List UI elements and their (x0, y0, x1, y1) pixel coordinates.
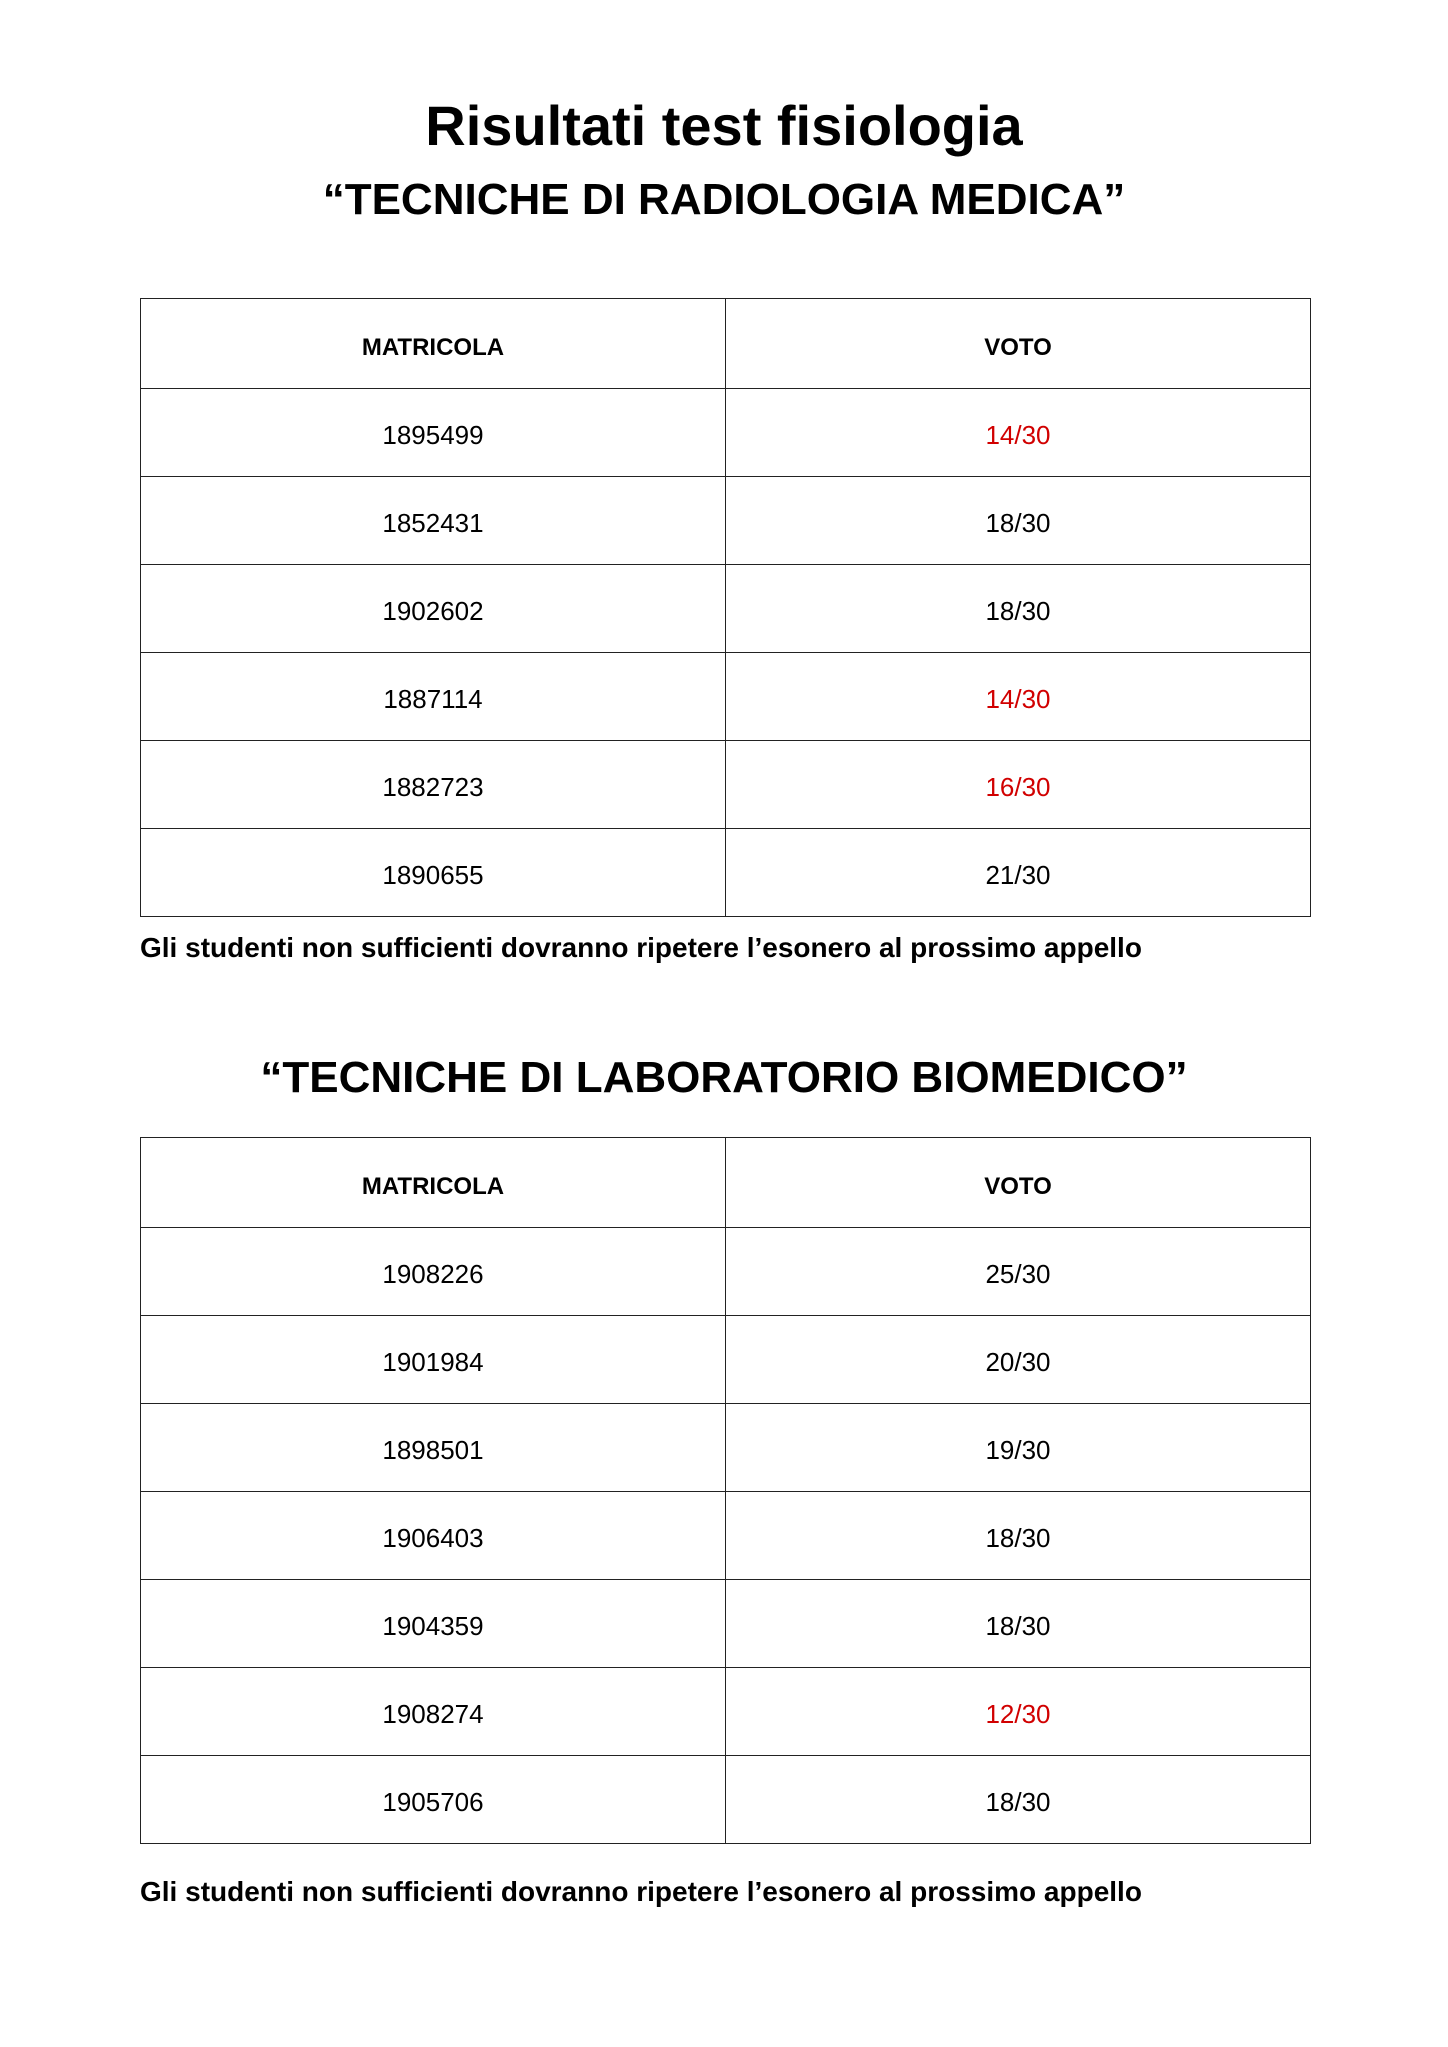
results-table-radiologia (140, 298, 1311, 917)
table-row (141, 389, 1311, 477)
matricola-cell: 1904359 (141, 1580, 726, 1668)
voto-cell: 16/30 (726, 741, 1311, 829)
matricola-cell: 1852431 (141, 477, 726, 565)
table-row (141, 477, 1311, 565)
table-header-row (141, 299, 1311, 389)
section-heading-laboratorio: “TECNICHE DI LABORATORIO BIOMEDICO” (260, 1053, 1188, 1102)
matricola-cell: 1901984 (141, 1316, 726, 1404)
column-header-matricola: MATRICOLA (141, 299, 726, 389)
insufficient-students-note: Gli studenti non sufficienti dovranno ripetere l’esonero al prossimo appello (140, 932, 1142, 963)
table-row (141, 829, 1311, 917)
voto-cell: 12/30 (726, 1668, 1311, 1756)
table-row (141, 1492, 1311, 1580)
table-row (141, 653, 1311, 741)
table-row (141, 1580, 1311, 1668)
table-row (141, 1668, 1311, 1756)
matricola-cell: 1895499 (141, 389, 726, 477)
matricola-cell: 1890655 (141, 829, 726, 917)
table-row (141, 1404, 1311, 1492)
matricola-cell: 1908226 (141, 1228, 726, 1316)
table-row (141, 565, 1311, 653)
voto-cell: 25/30 (726, 1228, 1311, 1316)
table-row (141, 1316, 1311, 1404)
matricola-cell: 1887114 (141, 653, 726, 741)
voto-cell: 18/30 (726, 565, 1311, 653)
voto-cell: 18/30 (726, 1492, 1311, 1580)
voto-cell: 19/30 (726, 1404, 1311, 1492)
section-heading-radiologia: “TECNICHE DI RADIOLOGIA MEDICA” (322, 175, 1126, 224)
voto-cell: 14/30 (726, 653, 1311, 741)
voto-cell: 14/30 (726, 389, 1311, 477)
column-header-voto: VOTO (726, 1138, 1311, 1228)
voto-cell: 21/30 (726, 829, 1311, 917)
voto-cell: 18/30 (726, 1580, 1311, 1668)
table-row (141, 741, 1311, 829)
results-table-laboratorio (140, 1137, 1311, 1844)
matricola-cell: 1908274 (141, 1668, 726, 1756)
page-title: Risultati test fisiologia (425, 94, 1023, 157)
table-header-row (141, 1138, 1311, 1228)
voto-cell: 18/30 (726, 1756, 1311, 1844)
voto-cell: 18/30 (726, 477, 1311, 565)
insufficient-students-note: Gli studenti non sufficienti dovranno ripetere l’esonero al prossimo appello (140, 1876, 1142, 1907)
matricola-cell: 1905706 (141, 1756, 726, 1844)
matricola-cell: 1898501 (141, 1404, 726, 1492)
column-header-voto: VOTO (726, 299, 1311, 389)
matricola-cell: 1902602 (141, 565, 726, 653)
voto-cell: 20/30 (726, 1316, 1311, 1404)
table-row (141, 1756, 1311, 1844)
matricola-cell: 1882723 (141, 741, 726, 829)
matricola-cell: 1906403 (141, 1492, 726, 1580)
column-header-matricola: MATRICOLA (141, 1138, 726, 1228)
table-row (141, 1228, 1311, 1316)
